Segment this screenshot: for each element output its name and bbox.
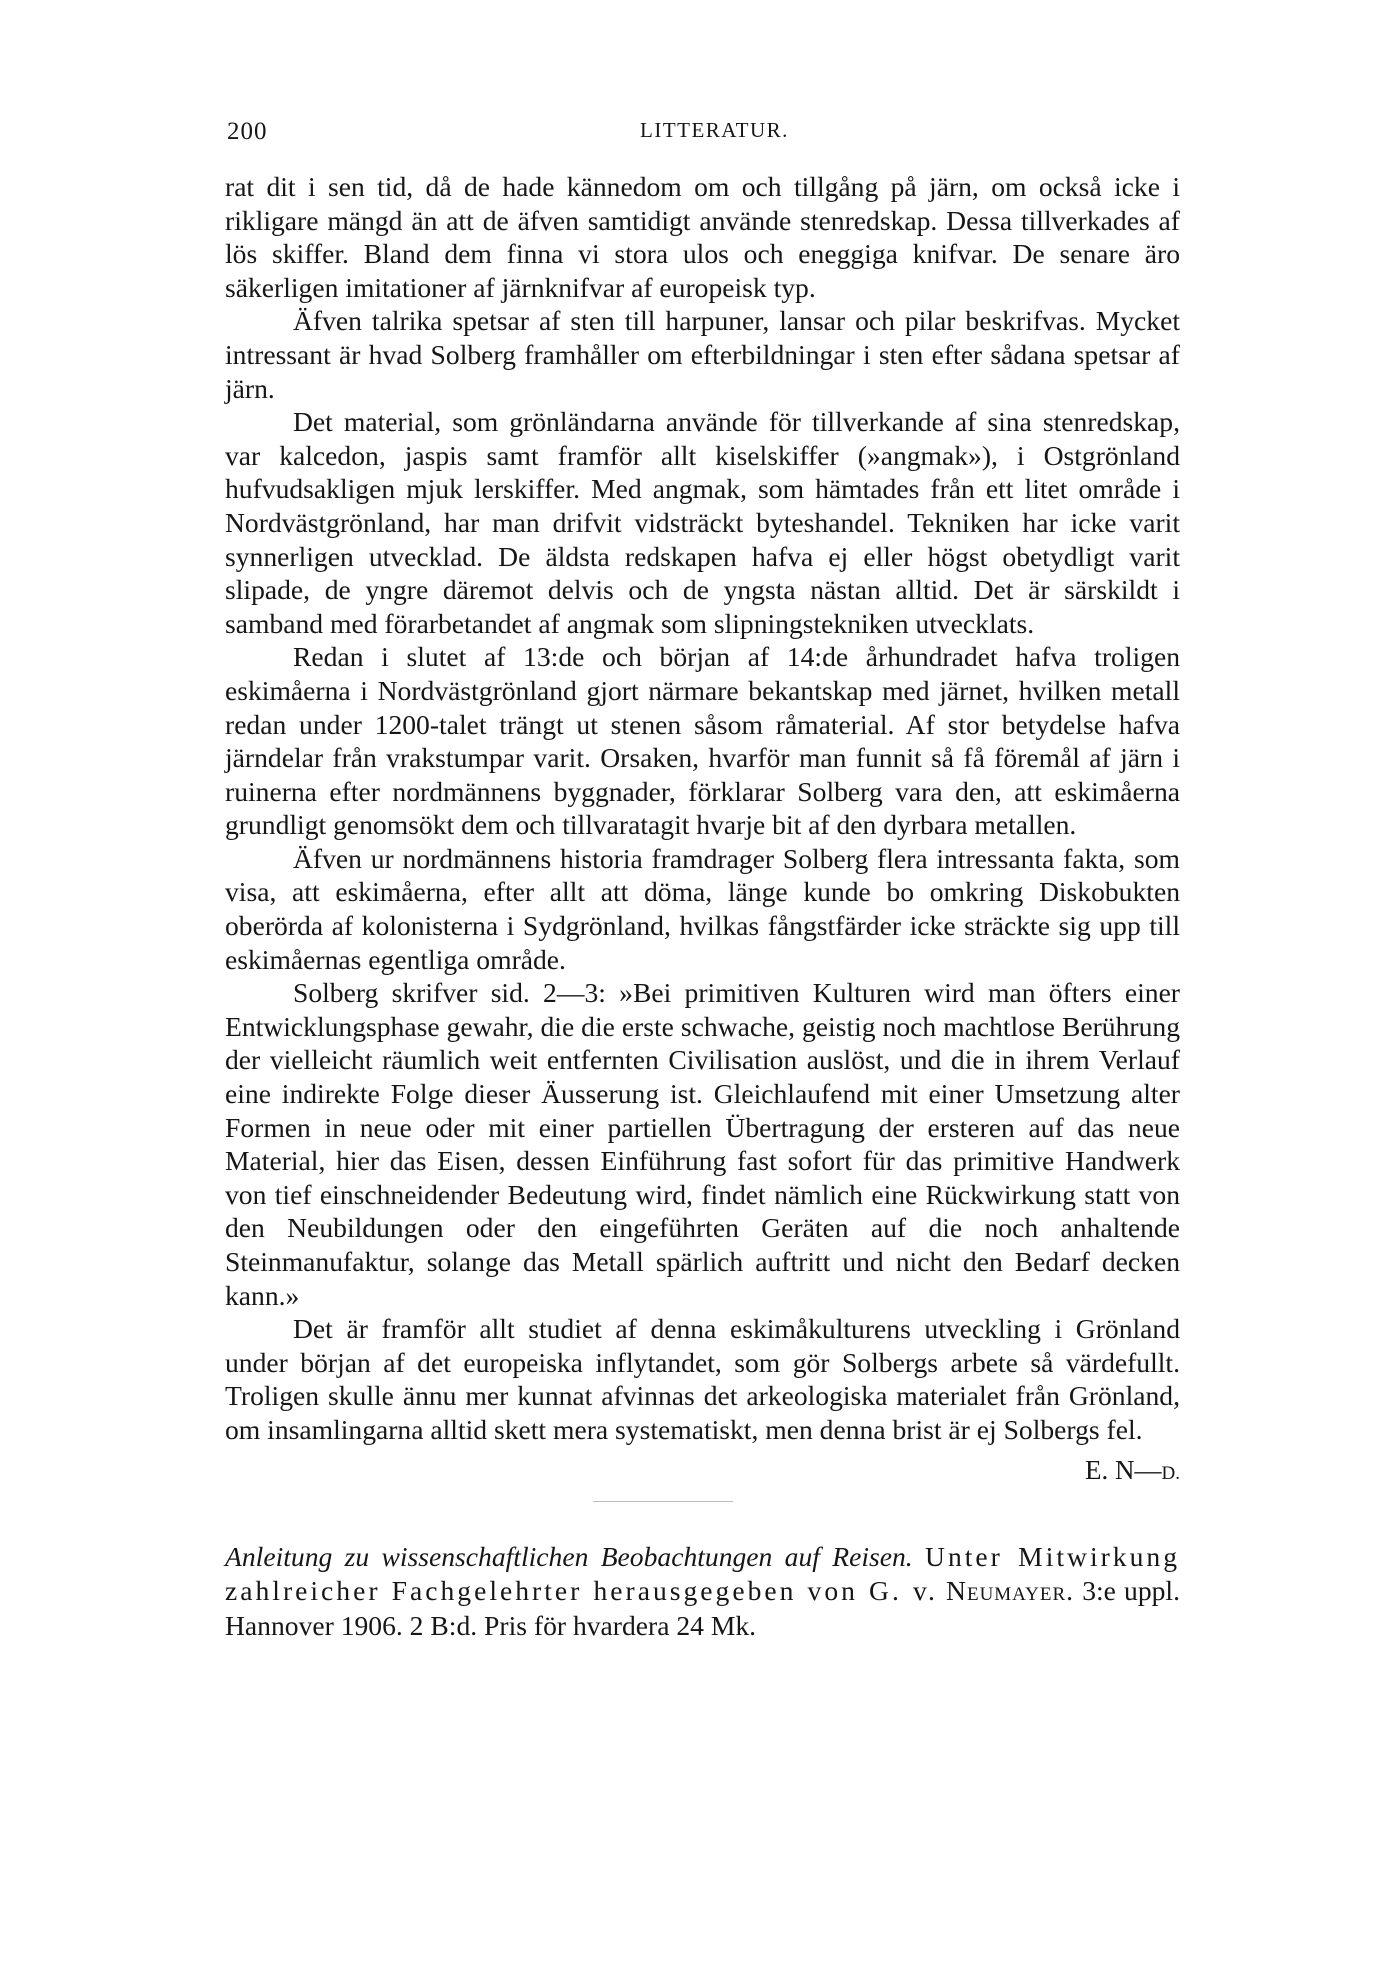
book-review-entry <box>225 1540 1180 1644</box>
book-editor-line: Unter Mitwirkung zahlreicher Fachgelehrter herausgegeben von G. v. <box>225 1540 1180 1607</box>
running-title: LITTERATUR. <box>640 118 789 142</box>
paragraph-3: Det material, som grönländarna använde för tillverkande af sina stenredskap, var kalcedon, jaspis samt framför allt kiselskiffer (»angmak»), i Ostgrönland hufvudsakligen mjuk lerskiffer. Med angmak, som hämtades från ett litet område i Nordvästgrönland, har man drifvit vidsträckt byteshandel. Tekniken har icke varit synnerligen utvecklad. De äldsta redskapen hafva ej eller högst obetydligt varit slipade, de yngre däremot delvis och de yngsta nästan alltid. Det är särskildt i samband med förarbetandet af angmak som slipningstekniken utvecklats. <box>225 406 1180 639</box>
book-title: Anleitung zu wissenschaftlichen Beobachtungen auf Reisen. <box>225 1540 913 1572</box>
book-editor-name: Neumayer. <box>946 1575 1075 1607</box>
paragraph-7: Det är framför allt studiet af denna eskimåkulturens utveckling i Grönland under början af det europeiska inflytandet, som gör Solbergs arbete så värdefullt. Troligen skulle ännu mer kunnat afvinnas det arkeologiska materialet från Grönland, om insamlingarna alltid skett mera systematiskt, men denna brist är ej Solbergs fel. <box>225 1313 1180 1445</box>
signature-suffix: D. <box>1161 1462 1180 1484</box>
section-divider <box>593 1501 733 1502</box>
signature-initials: E. N <box>1085 1454 1135 1485</box>
paragraph-5: Äfven ur nordmännens historia framdrager Solberg flera intressanta fakta, som visa, att eskimåerna, efter allt att döma, länge kunde bo omkring Diskobukten oberörda af kolonisterna i Sydgrönland, hvilkas fångstfärder icke sträckte sig upp till eskimåernas egentliga område. <box>225 842 1180 975</box>
document-page <box>225 118 1180 1643</box>
article-body <box>225 170 1180 1447</box>
signature-dash: — <box>1134 1454 1162 1485</box>
paragraph-2: Äfven talrika spetsar af sten till harpuner, lansar och pilar beskrifvas. Mycket intressant är hvad Solberg framhåller om efterbildningar i sten efter sådana spetsar af järn. <box>225 305 1180 404</box>
paragraph-1: rat dit i sen tid, då de hade kännedom om och tillgång på järn, om också icke i rikligare mängd än att de äfven samtidigt använde stenredskap. Dessa tillverkades af lös skiffer. Bland dem finna vi stora ulos och eneggiga knifvar. De senare äro säkerligen imitationer af järnknifvar af europeisk typ. <box>225 171 1180 303</box>
paragraph-4: Redan i slutet af 13:de och början af 14:de århundradet hafva troligen eskimåerna i Nordvästgrönland gjort närmare bekantskap med järnet, hvilken metall redan under 1200-talet trängt ut stenen såsom råmaterial. Af stor betydelse hafva järndelar från vrakstumpar varit. Orsaken, hvarför man funnit så få föremål af järn i ruinerna efter nordmännens byggnader, förklarar Solberg vara den, att eskimåerna grundligt genomsökt dem och tillvaratagit hvarje bit af den dyrbara metallen. <box>225 641 1180 841</box>
page-number: 200 <box>227 118 268 145</box>
book-details: 3:e uppl. Hannover 1906. 2 B:d. Pris för hvardera 24 Mk. <box>225 1575 1180 1641</box>
author-signature <box>225 1453 1180 1491</box>
running-header <box>225 118 1180 154</box>
paragraph-6: Solberg skrifver sid. 2—3: »Bei primitiven Kulturen wird man öfters einer Entwicklungsphase gewahr, die die erste schwache, geistig noch machtlose Berührung der vielleicht räumlich weit entfernten Civilisation auslöst, und die in ihrem Verlauf eine indirekte Folge dieser Äusserung ist. Gleichlaufend mit einer Umsetzung alter Formen in neue oder mit einer partiellen Übertragung der ersteren auf das neue Material, hier das Eisen, dessen Einführung fast sofort für das primitive Handwerk von tief einschneidender Bedeutung wird, findet nämlich eine Rückwirkung statt von den Neubildungen oder den eingeführten Geräten auf die noch anhaltende Steinmanufaktur, solange das Metall spärlich auftritt und nicht den Bedarf decken kann.» <box>225 977 1180 1311</box>
